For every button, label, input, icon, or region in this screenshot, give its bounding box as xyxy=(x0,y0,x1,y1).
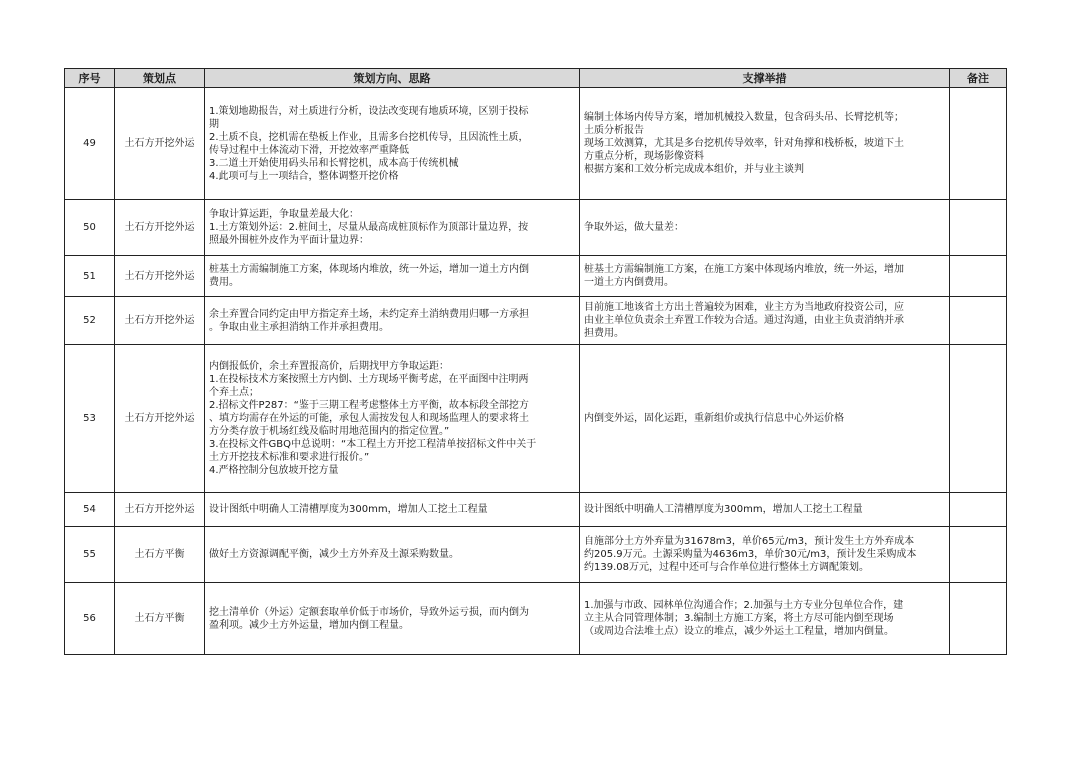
header-seq: 序号 xyxy=(65,69,115,88)
header-direction: 策划方向、思路 xyxy=(205,69,580,88)
text-line: 余土弃置合同约定由甲方指定弃土场，未约定弃土消纳费用归哪一方承担 xyxy=(209,308,529,320)
text-line: 传导过程中土体流动下滑，开挖效率严重降低 xyxy=(209,144,409,156)
text-line: 设计图纸中明确人工清槽厚度为300mm，增加人工挖土工程量 xyxy=(584,504,863,515)
text-line: 现场工效测算，尤其是多台挖机传导效率，针对角撑和栈桥板，坡道下土 xyxy=(584,138,904,149)
header-note: 备注 xyxy=(950,69,1007,88)
cell-note xyxy=(950,200,1007,256)
table-row xyxy=(65,297,1007,345)
text-line: 约139.08万元，过程中还可与合作单位进行整体土方调配策划。 xyxy=(584,562,869,573)
text-line: 个弃土点； xyxy=(209,387,259,398)
cell-note xyxy=(950,527,1007,583)
text-line: 盈利项。减少土方外运量，增加内倒工程量。 xyxy=(209,619,409,631)
cell-point: 土石方平衡 xyxy=(115,527,205,583)
cell-direction xyxy=(205,493,580,527)
cell-direction xyxy=(205,527,580,583)
text-line: 内倒变外运，固化运距，重新组价或执行信息中心外运价格 xyxy=(584,413,844,424)
cell-point: 土石方开挖外运 xyxy=(115,88,205,200)
header-point: 策划点 xyxy=(115,69,205,88)
cell-note xyxy=(950,345,1007,493)
table-row xyxy=(65,345,1007,493)
text-line: 做好土方资源调配平衡，减少土方外弃及土源采购数量。 xyxy=(209,549,459,560)
cell-direction xyxy=(205,583,580,655)
cell-note xyxy=(950,297,1007,345)
cell-point: 土石方开挖外运 xyxy=(115,200,205,256)
text-line: 争取外运，做大量差： xyxy=(584,222,684,233)
cell-support xyxy=(580,583,950,655)
text-line: 2.土质不良，挖机需在垫板上作业，且需多台挖机传导，且因流性土质， xyxy=(209,131,529,143)
cell-seq: 50 xyxy=(65,200,115,256)
text-line: 期 xyxy=(209,118,219,130)
text-line: 桩基土方需编制施工方案，体现场内堆放，统一外运，增加一道土方内倒 xyxy=(209,264,529,275)
text-line: 担费用。 xyxy=(584,328,624,339)
cell-seq: 54 xyxy=(65,493,115,527)
header-support: 支撑举措 xyxy=(580,69,950,88)
cell-point: 土石方平衡 xyxy=(115,583,205,655)
cell-direction xyxy=(205,88,580,200)
text-line: 由业主单位负责余土弃置工作较为合适。通过沟通，由业主负责消纳并承 xyxy=(584,315,904,326)
text-line: 编制土体场内传导方案，增加机械投入数量，包含码头吊、长臂挖机等； xyxy=(584,112,904,123)
table-body xyxy=(65,88,1007,655)
cell-seq: 55 xyxy=(65,527,115,583)
text-line: 、填方均需存在外运的可能，承包人需按发包人和现场监理人的要求将土 xyxy=(209,413,529,424)
text-line: （或周边合法堆土点）设立的堆点，减少外运土工程量，增加内倒量。 xyxy=(584,626,894,637)
text-line: 方重点分析，现场影像资料 xyxy=(584,151,704,162)
cell-seq: 53 xyxy=(65,345,115,493)
cell-support xyxy=(580,256,950,297)
text-line: 2.招标文件P287：“鉴于三期工程考虑整体土方平衡，故本标段全部挖方 xyxy=(209,400,529,411)
table-row xyxy=(65,88,1007,200)
text-line: 立主从合同管理体制；3.编制土方施工方案，将土方尽可能内倒至现场 xyxy=(584,613,894,624)
text-line: 4.此项可与上一项结合，整体调整开挖价格 xyxy=(209,170,399,182)
cell-support xyxy=(580,200,950,256)
cell-point: 土石方开挖外运 xyxy=(115,493,205,527)
table-row xyxy=(65,583,1007,655)
cell-direction xyxy=(205,345,580,493)
cell-seq: 49 xyxy=(65,88,115,200)
text-line: 根据方案和工效分析完成成本组价，并与业主谈判 xyxy=(584,164,804,175)
text-line: 桩基土方需编制施工方案，在施工方案中体现场内堆放，统一外运，增加 xyxy=(584,264,904,275)
text-line: 目前施工地该省土方出土普遍较为困难，业主方为当地政府投资公司，应 xyxy=(584,302,904,313)
cell-direction xyxy=(205,256,580,297)
text-line: 3.二道土开始使用码头吊和长臂挖机，成本高于传统机械 xyxy=(209,157,459,169)
cell-point: 土石方开挖外运 xyxy=(115,256,205,297)
table-row xyxy=(65,256,1007,297)
text-line: 挖土清单价（外运）定额套取单价低于市场价，导致外运亏损，而内倒为 xyxy=(209,606,529,618)
cell-support xyxy=(580,297,950,345)
text-line: 1.在投标技术方案按照土方内倒、土方现场平衡考虑，在平面图中注明两 xyxy=(209,374,529,385)
cell-support xyxy=(580,527,950,583)
text-line: 争取计算运距，争取量差最大化： xyxy=(209,209,359,220)
planning-table xyxy=(64,68,1007,655)
cell-support xyxy=(580,345,950,493)
text-line: 设计图纸中明确人工清槽厚度为300mm，增加人工挖土工程量 xyxy=(209,504,488,515)
table-row xyxy=(65,493,1007,527)
cell-support xyxy=(580,493,950,527)
cell-note xyxy=(950,256,1007,297)
text-line: 3.在投标文件GBQ中总说明：“本工程土方开挖工程清单按招标文件中关于 xyxy=(209,439,537,450)
text-line: 约205.9万元。土源采购量为4636m3，单价30元/m3，预计发生采购成本 xyxy=(584,549,917,560)
text-line: 。争取由业主承担消纳工作并承担费用。 xyxy=(209,321,389,333)
cell-note xyxy=(950,88,1007,200)
text-line: 4.严格控制分包放坡开挖方量 xyxy=(209,465,339,476)
cell-note xyxy=(950,583,1007,655)
table-header-row xyxy=(65,69,1007,88)
cell-direction xyxy=(205,297,580,345)
text-line: 1.加强与市政、园林单位沟通合作；2.加强与土方专业分包单位合作，建 xyxy=(584,600,904,611)
text-line: 土质分析报告 xyxy=(584,125,644,136)
cell-seq: 56 xyxy=(65,583,115,655)
text-line: 内倒报低价，余土弃置报高价，后期找甲方争取运距： xyxy=(209,361,449,372)
cell-note xyxy=(950,493,1007,527)
cell-direction xyxy=(205,200,580,256)
text-line: 一道土方内倒费用。 xyxy=(584,277,674,288)
cell-point: 土石方开挖外运 xyxy=(115,345,205,493)
cell-seq: 51 xyxy=(65,256,115,297)
text-line: 方分类存放于机场红线及临时用地范围内的指定位置。” xyxy=(209,426,450,437)
table-row xyxy=(65,200,1007,256)
text-line: 土方开挖技术标准和要求进行报价。” xyxy=(209,452,370,463)
cell-support xyxy=(580,88,950,200)
text-line: 1.策划地勘报告，对土质进行分析，设法改变现有地质环境，区别于投标 xyxy=(209,105,529,117)
cell-point: 土石方开挖外运 xyxy=(115,297,205,345)
cell-seq: 52 xyxy=(65,297,115,345)
text-line: 自施部分土方外弃量为31678m3，单价65元/m3，预计发生土方外弃成本 xyxy=(584,536,915,547)
text-line: 照最外围桩外皮作为平面计量边界： xyxy=(209,235,369,246)
text-line: 1.土方策划外运：2.桩间土，尽量从最高成桩顶标作为顶部计量边界，按 xyxy=(209,222,529,233)
table-row xyxy=(65,527,1007,583)
text-line: 费用。 xyxy=(209,277,239,288)
